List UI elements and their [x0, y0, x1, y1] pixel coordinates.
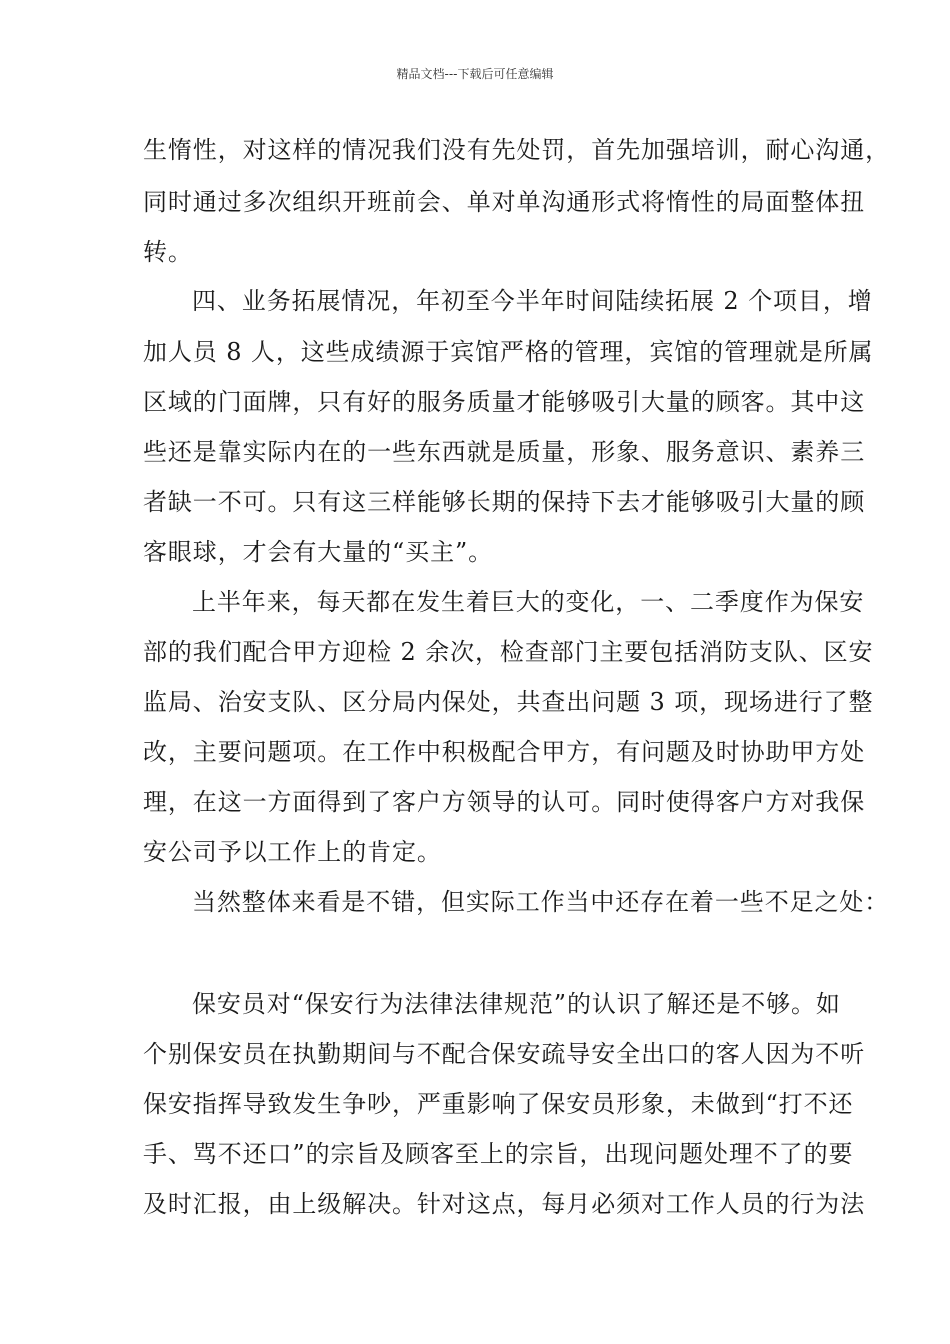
- text-line: 同时通过多次组织开班前会、单对单沟通形式将惰性的局面整体扭: [143, 188, 866, 216]
- text-line: 些还是靠实际内在的一些东西就是质量，形象、服务意识、素养三: [143, 438, 866, 466]
- text-line: 改，主要问题项。在工作中积极配合甲方，有问题及时协助甲方处: [143, 738, 866, 766]
- text-line: 客眼球，才会有大量的“买主”。: [143, 538, 494, 566]
- text-line: 部的我们配合甲方迎检 2 余次，检查部门主要包括消防支队、区安: [143, 638, 874, 666]
- text-line: 保安员对“保安行为法律法律规范”的认识了解还是不够。如: [192, 990, 841, 1018]
- text-line: 者缺一不可。只有这三样能够长期的保持下去才能够吸引大量的顾: [143, 488, 866, 516]
- text-line: 手、骂不还口”的宗旨及顾客至上的宗旨，出现问题处理不了的要: [143, 1140, 854, 1168]
- page-header: 精品文档---下载后可任意编辑: [396, 67, 554, 81]
- text-line: 个别保安员在执勤期间与不配合保安疏导安全出口的客人因为不听: [143, 1040, 866, 1068]
- text-line: 区域的门面牌，只有好的服务质量才能够吸引大量的顾客。其中这: [143, 388, 866, 416]
- text-line: 上半年来，每天都在发生着巨大的变化，一、二季度作为保安: [192, 588, 865, 616]
- text-line: 理，在这一方面得到了客户方领导的认可。同时使得客户方对我保: [143, 788, 866, 816]
- text-line: 安公司予以工作上的肯定。: [143, 838, 442, 866]
- text-line: 生惰性，对这样的情况我们没有先处罚，首先加强培训，耐心沟通，: [143, 136, 890, 164]
- text-line: 转。: [143, 238, 193, 266]
- text-line: 加人员 8 人，这些成绩源于宾馆严格的管理，宾馆的管理就是所属: [143, 338, 874, 366]
- text-line: 当然整体来看是不错，但实际工作当中还存在着一些不足之处：: [192, 888, 890, 916]
- text-line: 四、业务拓展情况，年初至今半年时间陆续拓展 2 个项目，增: [192, 287, 873, 315]
- text-line: 监局、治安支队、区分局内保处，共查出问题 3 项，现场进行了整: [143, 688, 874, 716]
- text-line: 及时汇报，由上级解决。针对这点，每月必须对工作人员的行为法: [143, 1190, 866, 1218]
- text-line: 保安指挥导致发生争吵，严重影响了保安员形象，未做到“打不还: [143, 1090, 854, 1118]
